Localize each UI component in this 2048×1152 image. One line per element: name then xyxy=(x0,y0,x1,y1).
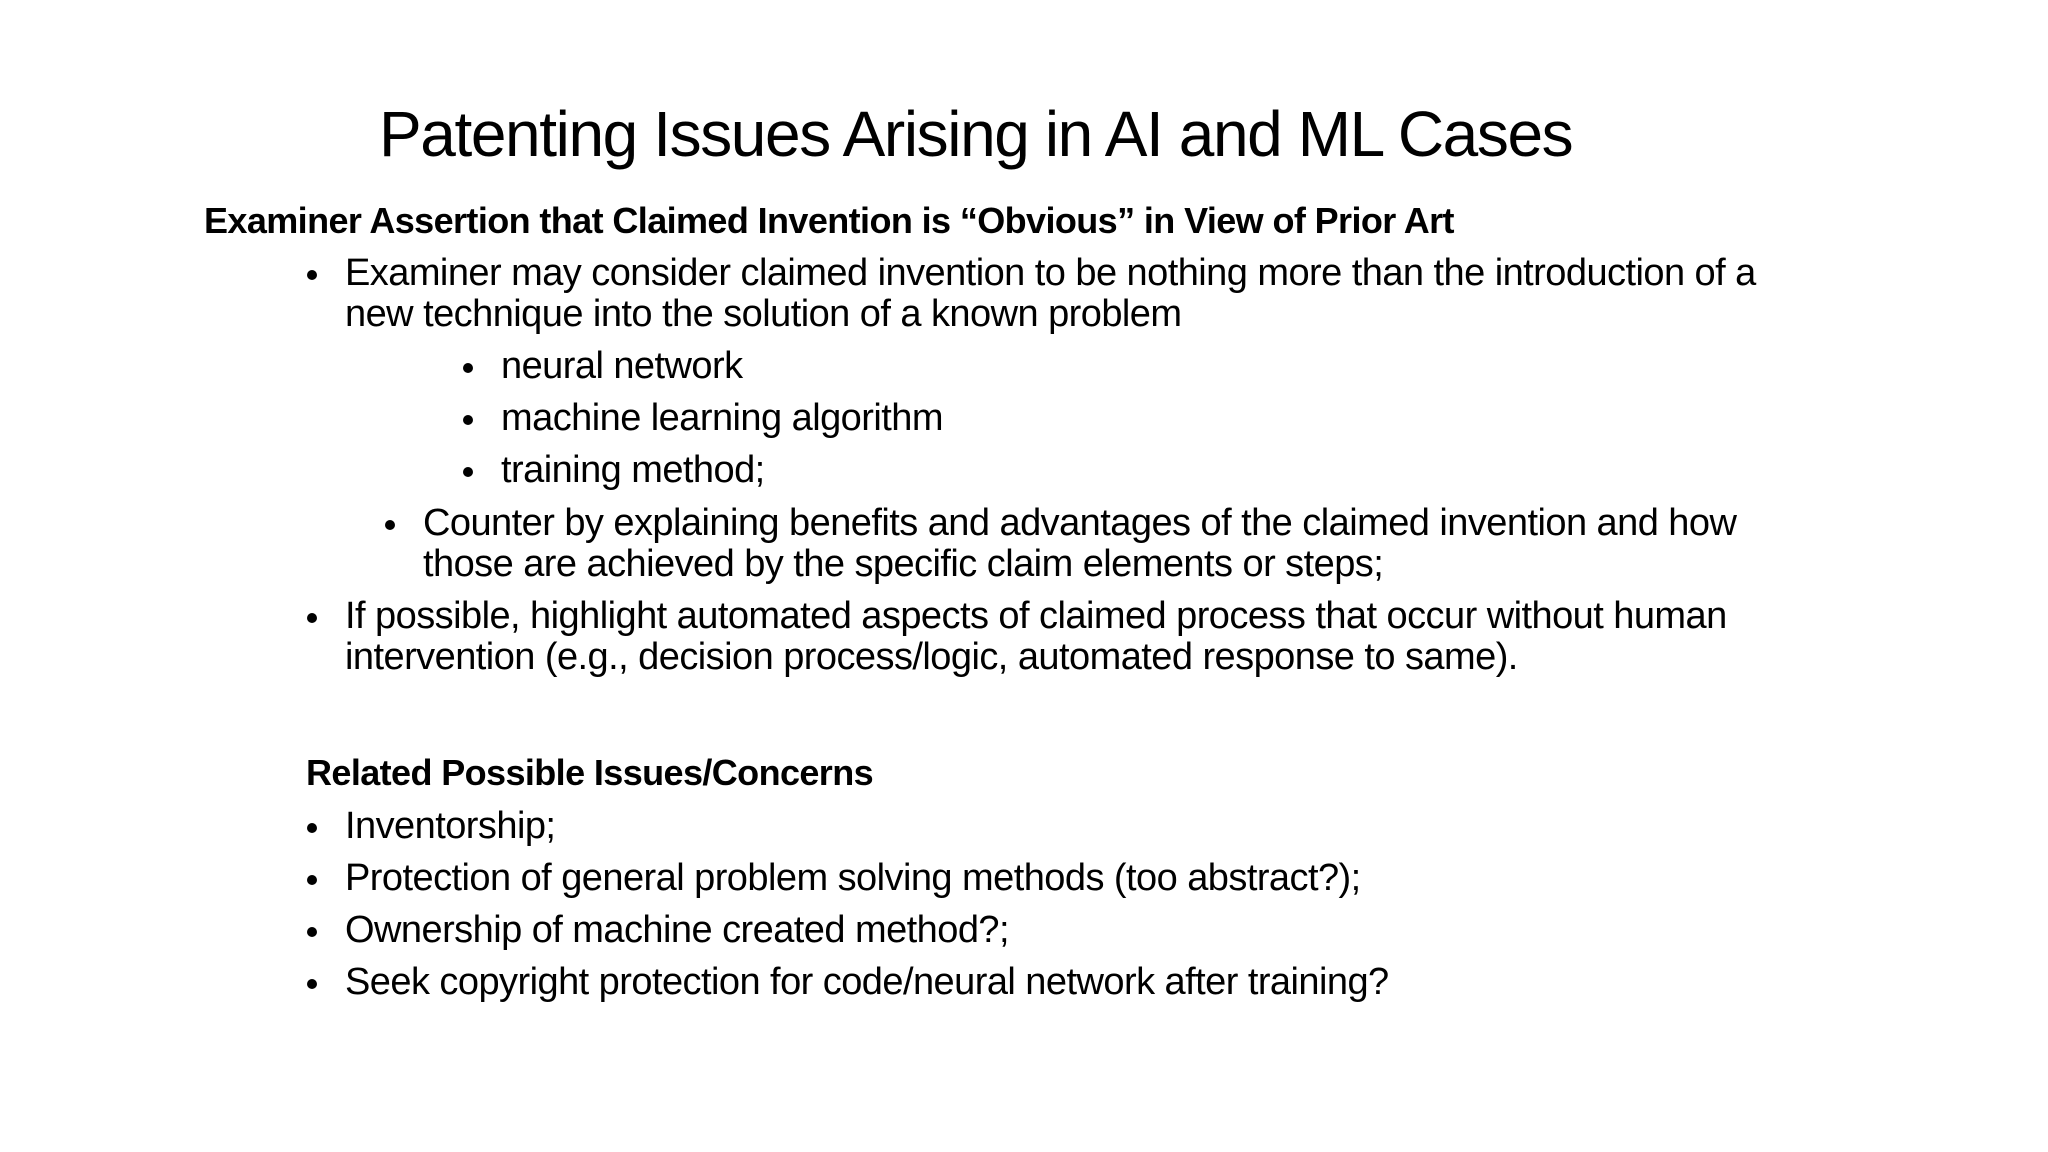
list-item xyxy=(501,398,943,439)
list-item-line: intervention (e.g., decision process/logic, automated response to same). xyxy=(345,636,1518,678)
bullet-icon xyxy=(307,253,327,294)
bullet-icon xyxy=(307,910,327,951)
list-item-text: Ownership of machine created method?; xyxy=(345,909,1010,951)
bullet-icon xyxy=(307,596,327,637)
section-heading-related-issues: Related Possible Issues/Concerns xyxy=(306,752,874,793)
list-item xyxy=(345,962,1389,1003)
list-item xyxy=(501,346,743,387)
list-item xyxy=(345,910,1009,951)
list-item xyxy=(345,806,555,847)
list-item-text: Protection of general problem solving methods (too abstract?); xyxy=(345,857,1361,899)
list-item xyxy=(345,253,1905,335)
slide-title: Patenting Issues Arising in AI and ML Cases xyxy=(379,98,1573,170)
list-item-line: Examiner may consider claimed invention to be nothing more than the introduction of a xyxy=(345,252,1756,294)
bullet-icon xyxy=(307,962,327,1003)
list-item-text: Inventorship; xyxy=(345,805,556,847)
list-item-line: Counter by explaining benefits and advantages of the claimed invention and how xyxy=(423,502,1737,544)
list-item xyxy=(501,450,765,491)
bullet-icon xyxy=(463,346,483,387)
list-item-line: those are achieved by the specific claim elements or steps; xyxy=(423,543,1384,585)
list-item xyxy=(423,503,1736,585)
list-item xyxy=(345,858,1361,899)
bullet-icon xyxy=(463,450,483,491)
list-item xyxy=(345,596,1727,678)
list-item-text: neural network xyxy=(501,345,743,387)
list-item-text: machine learning algorithm xyxy=(501,397,943,439)
bullet-icon xyxy=(307,806,327,847)
section-heading-obviousness: Examiner Assertion that Claimed Invention is “Obvious” in View of Prior Art xyxy=(204,200,1454,241)
list-item-line: new technique into the solution of a known problem xyxy=(345,293,1182,335)
bullet-icon xyxy=(385,503,405,544)
list-item-text: Seek copyright protection for code/neural network after training? xyxy=(345,961,1389,1003)
list-item-line: If possible, highlight automated aspects of claimed process that occur without human xyxy=(345,595,1727,637)
bullet-icon xyxy=(307,858,327,899)
list-item-text: training method; xyxy=(501,449,765,491)
bullet-icon xyxy=(463,398,483,439)
